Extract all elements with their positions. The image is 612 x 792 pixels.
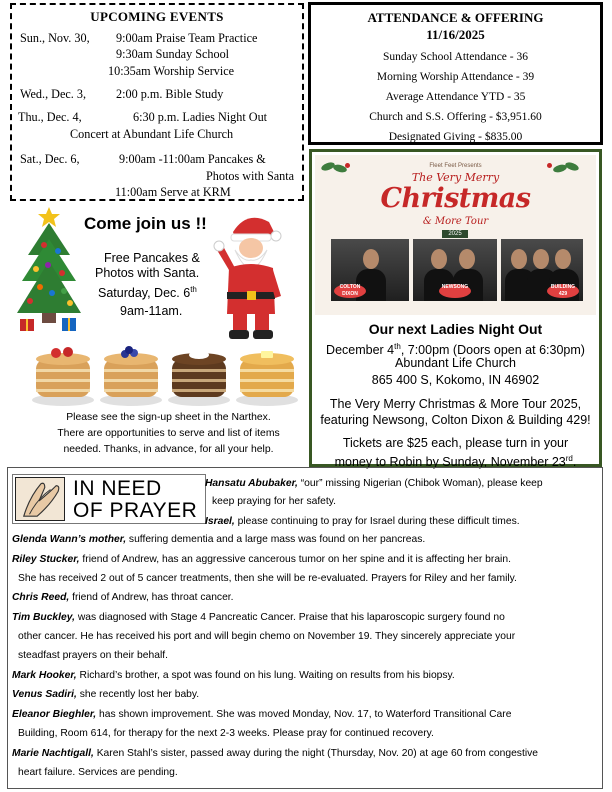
event-item: 9:00am Praise Team Practice (116, 31, 258, 45)
event-item: 9:00am -11:00am Pancakes & (119, 152, 266, 166)
prayer-item: Tim Buckley, was diagnosed with Stage 4 Pancreatic Cancer. Praise that his laparoscopic surgery found no (12, 612, 505, 623)
event-item: Photos with Santa (206, 169, 295, 183)
upcoming-events-box (10, 3, 304, 201)
attendance-row: Morning Worship Attendance - 39 (376, 71, 535, 83)
prayer-item-cont: heart failure. Services are pending. (18, 767, 178, 778)
artist-label: NEWSONG (439, 284, 471, 298)
join-line: Free Pancakes & (104, 251, 200, 265)
artist-photo-colton-dixon (331, 239, 409, 301)
event-item: 10:35am Worship Service (108, 64, 235, 78)
event-item: Concert at Abundant Life Church (70, 127, 234, 141)
join-time: 9am-11am. (120, 304, 183, 318)
ladies-heading: Our next Ladies Night Out (368, 321, 543, 337)
attendance-row: Church and S.S. Offering - $3,951.60 (369, 111, 542, 123)
prayer-item-cont: keep praying for her safety. (212, 496, 337, 507)
prayer-item: Mark Hooker, Richard’s brother, a spot was found on his lung. Waiting on results from his biopsy. (12, 670, 455, 681)
prayer-item: Hansatu Abubaker, “our” missing Nigerian (Chibok Woman), please keep (205, 478, 543, 489)
event-item: 9:30am Sunday School (116, 47, 230, 61)
event-item: 11:00am Serve at KRM (115, 185, 231, 199)
in-need-of-prayer-logo (12, 474, 206, 524)
christmas-tree-icon (14, 205, 84, 340)
ladies-desc: The Very Merry Christmas & More Tour 2025, (329, 397, 582, 411)
logo-text: OF PRAYER (73, 499, 198, 522)
prayer-item-cont: steadfast prayers on their behalf. (18, 650, 168, 661)
join-date: Saturday, Dec. 6th (98, 285, 197, 301)
prayer-item: Venus Sadiri, she recently lost her baby. (12, 689, 200, 700)
event-date-wed: Wed., Dec. 3, (20, 87, 87, 101)
prayer-item: Chris Reed, friend of Andrew, has throat cancer. (12, 592, 234, 603)
ladies-tickets: money to Robin by Sunday, November 23rd. (334, 454, 577, 470)
prayer-item-cont: Building, Room 614, for therapy for the next 2-3 weeks. Please pray for continued recovery. (18, 728, 434, 739)
poster-presents: Fleet Feet Presents (429, 163, 482, 169)
come-join-title: Come join us !! (84, 214, 207, 233)
event-item: 2:00 p.m. Bible Study (116, 87, 224, 101)
prayer-item: Marie Nachtigall, Karen Stahl’s sister, passed away during the night (Thursday, Nov. 20) at age 60 from congestive (12, 748, 538, 759)
ladies-address: 865 400 S, Kokomo, IN 46902 (371, 373, 540, 387)
artist-photo-building-429 (501, 239, 583, 301)
prayer-list-box (7, 467, 603, 789)
poster-year: 2025 (442, 230, 468, 238)
prayer-item: Riley Stucker, friend of Andrew, has an aggressive cancerous tumor on her spine and it is affecting her brain. (12, 554, 511, 565)
attendance-row: Sunday School Attendance - 36 (382, 51, 528, 63)
attendance-date: 11/16/2025 (426, 27, 485, 42)
event-item: 6:30 p.m. Ladies Night Out (133, 110, 268, 124)
event-date-sat: Sat., Dec. 6, (20, 152, 80, 166)
events-title: UPCOMING EVENTS (90, 9, 224, 24)
pancakes-icon (30, 345, 300, 407)
event-date-sun: Sun., Nov. 30, (20, 31, 90, 45)
prayer-item: Glenda Wann’s mother, suffering dementia and a large mass was found on her pancreas. (12, 534, 426, 545)
artist-photo-newsong (413, 239, 497, 301)
poster-line2: Christmas (380, 183, 531, 214)
prayer-item: Israel, please continuing to pray for Israel during these difficult times. (205, 516, 520, 527)
signup-text: Please see the sign-up sheet in the Narthex. (66, 412, 271, 423)
event-date-thu: Thu., Dec. 4, (18, 110, 82, 124)
attendance-title: ATTENDANCE & OFFERING (367, 10, 544, 25)
poster-line3: & More Tour (422, 216, 489, 227)
ladies-date: December 4th, 7:00pm (Doors open at 6:30pm) (326, 342, 585, 358)
prayer-item-cont: other cancer. He has received his port and will begin chemo on November 19. They sincerely appreciate your (18, 631, 516, 642)
prayer-item: Eleanor Bieghler, has shown improvement. She was moved Monday, Nov. 17, to Waterford Transitional Care (12, 709, 512, 720)
artist-label: COLTON DIXON (334, 284, 366, 298)
attendance-row: Average Attendance YTD - 35 (385, 91, 526, 103)
signup-text: There are opportunities to serve and list of items (57, 428, 280, 439)
artist-label: BUILDING 429 (547, 284, 579, 298)
ladies-venue: Abundant Life Church (395, 356, 516, 370)
prayer-item-cont: She has received 2 out of 5 cancer treatments, then she will be re-evaluated. Prayers for Riley and her family. (18, 573, 517, 584)
attendance-row: Designated Giving - $835.00 (388, 131, 523, 143)
poster-line1: The Very Merry (411, 171, 500, 184)
join-line: Photos with Santa. (95, 266, 200, 280)
praying-hands-icon (15, 477, 65, 521)
signup-text: needed. Thanks, in advance, for all your help. (63, 444, 274, 455)
logo-text: IN NEED (73, 477, 162, 500)
ladies-desc: featuring Newsong, Colton Dixon & Building 429! (320, 413, 591, 427)
christmas-tour-poster (315, 155, 596, 315)
attendance-offering-box (308, 2, 603, 145)
ladies-night-out-box (309, 149, 602, 470)
santa-icon (213, 210, 283, 342)
ladies-tickets: Tickets are $25 each, please turn in your (342, 436, 569, 450)
